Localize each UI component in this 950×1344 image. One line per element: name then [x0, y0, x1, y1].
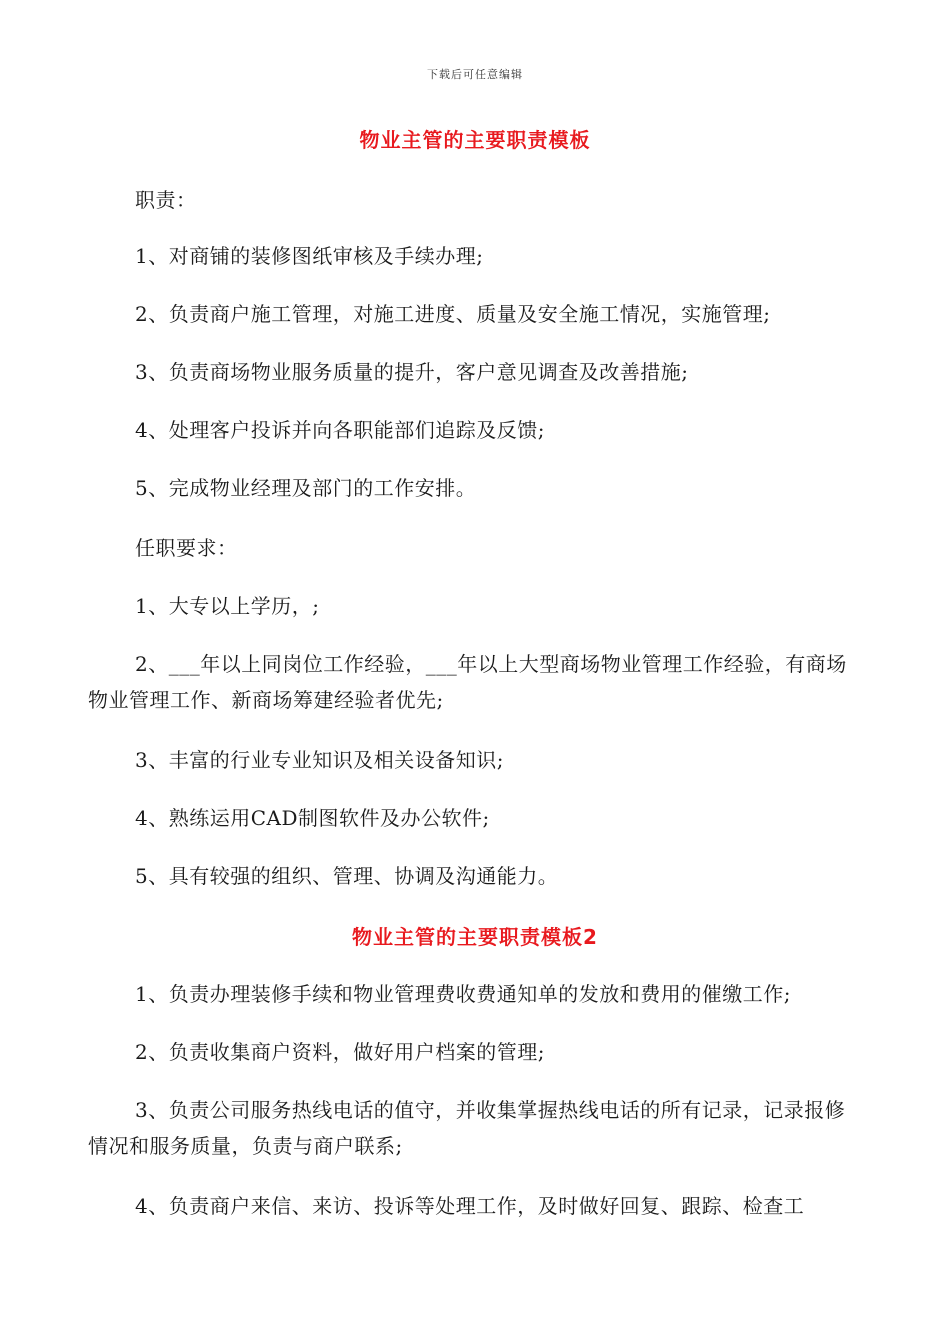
- requirement-item-2: 2、___年以上同岗位工作经验，___年以上大型商场物业管理工作经验，有商场物业管理工作、新商场筹建经验者优先;: [88, 652, 847, 712]
- duties-heading: 职责：: [135, 188, 197, 212]
- duty-item-5: 5、完成物业经理及部门的工作安排。: [135, 476, 477, 500]
- section-2-item-3: 3、负责公司服务热线电话的值守，并收集掌握热线电话的所有记录，记录报修 情况和服务质量，负责与商户联系;: [88, 1098, 846, 1158]
- duty-item-3: 3、负责商场物业服务质量的提升，客户意见调查及改善措施;: [135, 360, 689, 384]
- duty-item-1: 1、对商铺的装修图纸审核及手续办理;: [135, 244, 484, 268]
- section-2-title: 物业主管的主要职责模板2: [352, 925, 598, 949]
- requirement-item-3: 3、丰富的行业专业知识及相关设备知识;: [135, 748, 504, 772]
- header-note: 下载后可任意编辑: [427, 68, 523, 81]
- section-2-item-1: 1、负责办理装修手续和物业管理费收费通知单的发放和费用的催缴工作;: [135, 982, 791, 1006]
- requirements-heading: 任职要求：: [135, 536, 238, 560]
- section-2-item-2: 2、负责收集商户资料，做好用户档案的管理;: [135, 1040, 545, 1064]
- section-2-item-4: 4、负责商户来信、来访、投诉等处理工作，及时做好回复、跟踪、检查工: [135, 1194, 805, 1218]
- section-1-title: 物业主管的主要职责模板: [359, 128, 591, 152]
- duty-item-2: 2、负责商户施工管理，对施工进度、质量及安全施工情况，实施管理;: [135, 302, 771, 326]
- duty-item-4: 4、处理客户投诉并向各职能部们追踪及反馈;: [135, 418, 545, 442]
- requirement-item-1: 1、大专以上学历，;: [135, 594, 320, 618]
- requirement-item-4: 4、熟练运用CAD制图软件及办公软件;: [135, 806, 490, 830]
- requirement-item-5: 5、具有较强的组织、管理、协调及沟通能力。: [135, 864, 559, 888]
